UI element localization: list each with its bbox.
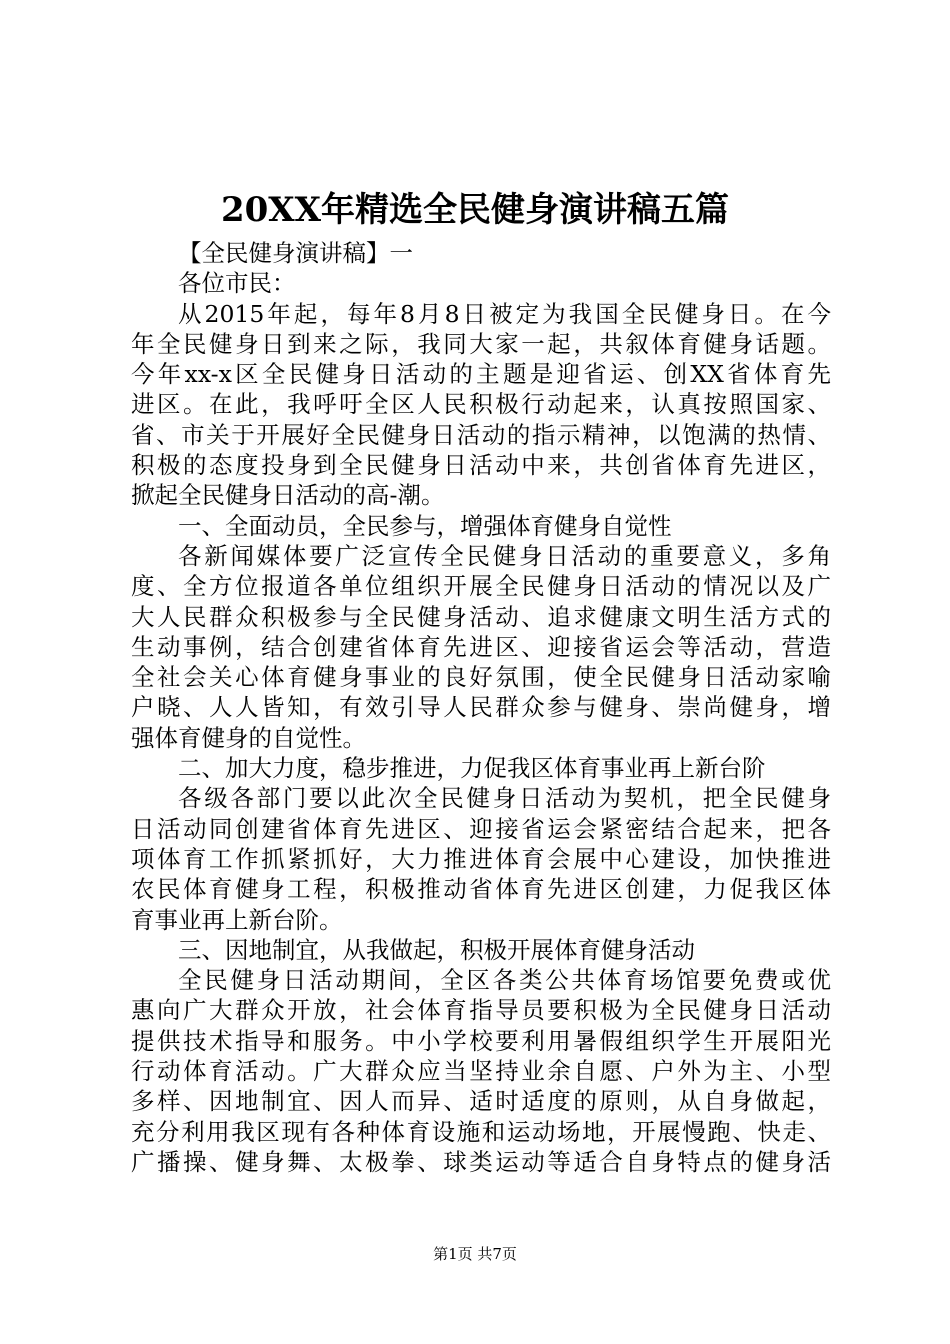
text-line: 各级各部门要以此次全民健身日活动为契机，把全民健身 xyxy=(178,784,831,813)
text-line: 各位市民： xyxy=(178,269,296,298)
page-footer: 第1页 共7页 xyxy=(433,1245,517,1263)
text-line: 提供技术指导和服务。中小学校要利用暑假组织学生开展阳光 xyxy=(131,1026,831,1055)
document-title: 20XX年精选全民健身演讲稿五篇 xyxy=(220,190,730,230)
text-line: 进区。在此，我呼吁全区人民积极行动起来，认真按照国家、 xyxy=(131,390,831,419)
text-line: 二、加大力度，稳步推进，力促我区体育事业再上新台阶 xyxy=(178,754,766,783)
text-line: 大人民群众积极参与全民健身活动、追求健康文明生活方式的 xyxy=(131,602,831,631)
text-line: 育事业再上新台阶。 xyxy=(131,905,343,934)
text-line: 各新闻媒体要广泛宣传全民健身日活动的重要意义，多角 xyxy=(178,541,831,570)
text-line: 行动体育活动。广大群众应当坚持业余自愿、户外为主、小型 xyxy=(131,1057,831,1086)
text-line: 三、因地制宜，从我做起，积极开展体育健身活动 xyxy=(178,935,695,964)
text-line: 【全民健身演讲稿】一 xyxy=(178,239,413,267)
text-line: 多样、因地制宜、因人而异、适时适度的原则，从自身做起， xyxy=(131,1087,831,1116)
text-line: 农民体育健身工程，积极推动省体育先进区创建，力促我区体 xyxy=(131,875,831,904)
text-line: 全社会关心体育健身事业的良好氛围，使全民健身日活动家喻 xyxy=(131,663,831,692)
text-line: 今年xx-x区全民健身日活动的主题是迎省运、创XX省体育先 xyxy=(131,360,831,389)
text-line: 惠向广大群众开放，社会体育指导员要积极为全民健身日活动 xyxy=(131,996,831,1025)
text-line: 度、全方位报道各单位组织开展全民健身日活动的情况以及广 xyxy=(131,572,831,601)
text-line: 生动事例，结合创建省体育先进区、迎接省运会等活动，营造 xyxy=(131,632,831,661)
text-line: 掀起全民健身日活动的高-潮。 xyxy=(131,481,445,510)
text-line: 充分利用我区现有各种体育设施和运动场地，开展慢跑、快走、 xyxy=(131,1117,831,1146)
text-line: 广播操、健身舞、太极拳、球类运动等适合自身特点的健身活 xyxy=(131,1147,831,1176)
text-line: 强体育健身的自觉性。 xyxy=(131,723,366,752)
text-line: 日活动同创建省体育先进区、迎接省运会紧密结合起来，把各 xyxy=(131,814,831,843)
text-line: 一、全面动员，全民参与，增强体育健身自觉性 xyxy=(178,511,672,540)
document-body xyxy=(131,238,831,1177)
text-line: 年全民健身日到来之际，我同大家一起，共叙体育健身话题。 xyxy=(131,329,831,358)
text-line: 积极的态度投身到全民健身日活动中来，共创省体育先进区， xyxy=(131,451,831,480)
text-line: 从2015年起，每年8月8日被定为我国全民健身日。在今 xyxy=(178,299,831,328)
text-line: 省、市关于开展好全民健身日活动的指示精神，以饱满的热情、 xyxy=(131,420,831,449)
text-line: 项体育工作抓紧抓好，大力推进体育会展中心建设，加快推进 xyxy=(131,844,831,873)
text-line: 户晓、人人皆知，有效引导人民群众参与健身、崇尚健身，增 xyxy=(131,693,831,722)
text-line: 全民健身日活动期间，全区各类公共体育场馆要免费或优 xyxy=(178,966,831,995)
